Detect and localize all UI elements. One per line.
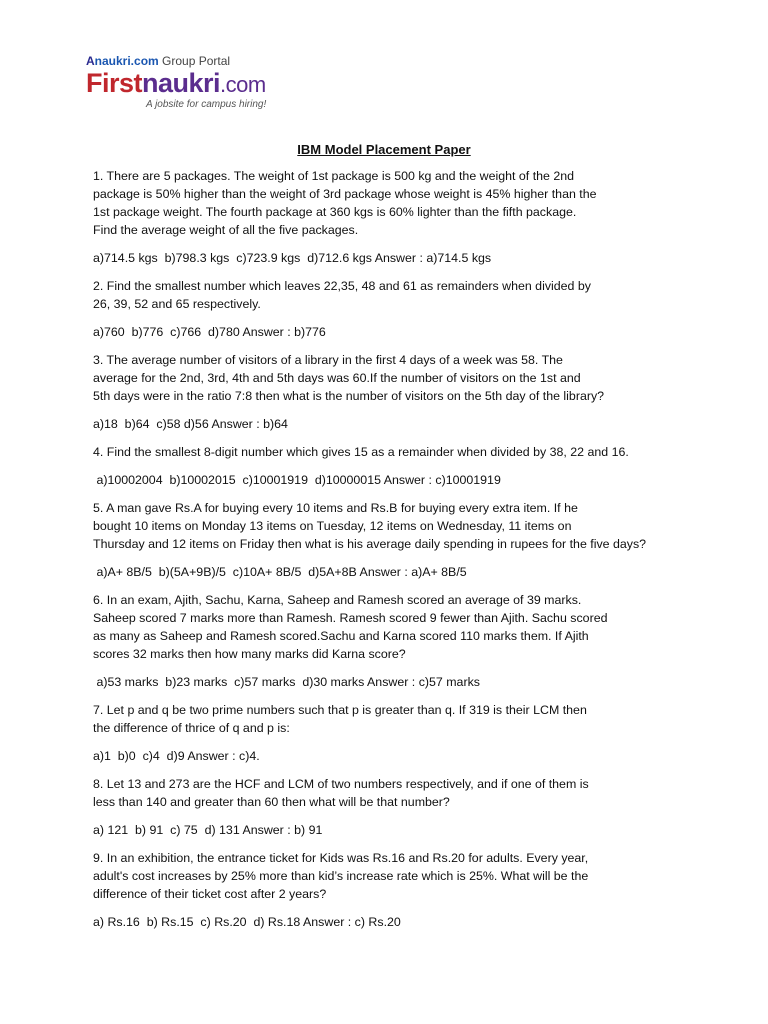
question-2 <box>93 277 693 313</box>
logo-name-com: .com <box>220 72 266 97</box>
logo-tagline: A jobsite for campus hiring! <box>146 99 267 110</box>
question-3 <box>93 351 693 405</box>
answer-options-7: a)1 b)0 c)4 d)9 Answer : c)4. <box>93 749 260 763</box>
question-text-line: 1. There are 5 packages. The weight of 1st package is 500 kg and the weight of the 2nd <box>93 169 575 183</box>
logo-name-first: First <box>86 68 143 98</box>
answer-options-8: a) 121 b) 91 c) 75 d) 131 Answer : b) 91 <box>93 823 323 837</box>
question-text-line: average for the 2nd, 3rd, 4th and 5th days was 60.If the number of visitors on the 1st and <box>93 371 581 385</box>
question-7 <box>93 701 693 737</box>
question-1 <box>93 167 693 239</box>
answer-options-2: a)760 b)776 c)766 d)780 Answer : b)776 <box>93 325 326 339</box>
question-text-line: 26, 39, 52 and 65 respectively. <box>93 297 261 311</box>
question-text-line: 4. Find the smallest 8-digit number which gives 15 as a remainder when divided by 38, 22 and 16. <box>93 445 629 459</box>
question-text-line: 7. Let p and q be two prime numbers such that p is greater than q. If 319 is their LCM then <box>93 703 587 717</box>
logo-portal-brand-naukri: naukri.com <box>94 54 159 68</box>
answer-options-3: a)18 b)64 c)58 d)56 Answer : b)64 <box>93 417 288 431</box>
question-8 <box>93 775 693 811</box>
answer-options-9: a) Rs.16 b) Rs.15 c) Rs.20 d) Rs.18 Answer : c) Rs.20 <box>93 915 401 929</box>
answer-options-4: a)10002004 b)10002015 c)10001919 d)10000015 Answer : c)10001919 <box>93 473 501 487</box>
logo-wordmark <box>86 69 286 99</box>
question-text-line: Find the average weight of all the five packages. <box>93 223 359 237</box>
question-text-line: less than 140 and greater than 60 then what will be that number? <box>93 795 450 809</box>
question-text-line: as many as Saheep and Ramesh scored.Sachu and Karna scored 110 marks them. If Ajith <box>93 629 589 643</box>
answer-options-1: a)714.5 kgs b)798.3 kgs c)723.9 kgs d)712.6 kgs Answer : a)714.5 kgs <box>93 251 492 265</box>
question-text-line: 5. A man gave Rs.A for buying every 10 items and Rs.B for buying every extra item. If he <box>93 501 578 515</box>
question-text-line: scores 32 marks then how many marks did Karna score? <box>93 647 406 661</box>
question-text-line: 8. Let 13 and 273 are the HCF and LCM of two numbers respectively, and if one of them is <box>93 777 589 791</box>
question-9 <box>93 849 693 903</box>
question-text-line: the difference of thrice of q and p is: <box>93 721 290 735</box>
question-text-line: 5th days were in the ratio 7:8 then what is the number of visitors on the 5th day of the library? <box>93 389 605 403</box>
logo-portal-suffix: Group Portal <box>158 54 231 68</box>
question-text-line: 1st package weight. The fourth package at 360 kgs is 60% lighter than the fifth package. <box>93 205 577 219</box>
logo-portal-brand-a: A <box>86 54 95 68</box>
question-text-line: 2. Find the smallest number which leaves 22,35, 48 and 61 as remainders when divided by <box>93 279 591 293</box>
question-text-line: Thursday and 12 items on Friday then what is his average daily spending in rupees for the five days? <box>93 537 647 551</box>
question-5 <box>93 499 693 553</box>
question-text-line: package is 50% higher than the weight of 3rd package whose weight is 45% higher than the <box>93 187 597 201</box>
logo-name-naukri: naukri <box>142 68 221 98</box>
page-title: IBM Model Placement Paper <box>297 142 471 157</box>
question-text-line: bought 10 items on Monday 13 items on Tuesday, 12 items on Wednesday, 11 items on <box>93 519 572 533</box>
logo-portal-line <box>86 54 286 68</box>
answer-options-6: a)53 marks b)23 marks c)57 marks d)30 marks Answer : c)57 marks <box>93 675 480 689</box>
question-text-line: 6. In an exam, Ajith, Sachu, Karna, Saheep and Ramesh scored an average of 39 marks. <box>93 593 582 607</box>
question-text-line: difference of their ticket cost after 2 years? <box>93 887 327 901</box>
questions-list <box>93 167 693 941</box>
answer-options-5: a)A+ 8B/5 b)(5A+9B)/5 c)10A+ 8B/5 d)5A+8B Answer : a)A+ 8B/5 <box>93 565 467 579</box>
firstnaukri-logo <box>86 54 286 114</box>
question-4 <box>93 443 693 461</box>
question-6 <box>93 591 693 663</box>
question-text-line: Saheep scored 7 marks more than Ramesh. Ramesh scored 9 fewer than Ajith. Sachu scored <box>93 611 608 625</box>
question-text-line: adult's cost increases by 25% more than kid’s increase rate which is 25%. What will be the <box>93 869 589 883</box>
question-text-line: 3. The average number of visitors of a library in the first 4 days of a week was 58. The <box>93 353 563 367</box>
question-text-line: 9. In an exhibition, the entrance ticket for Kids was Rs.16 and Rs.20 for adults. Every year, <box>93 851 589 865</box>
